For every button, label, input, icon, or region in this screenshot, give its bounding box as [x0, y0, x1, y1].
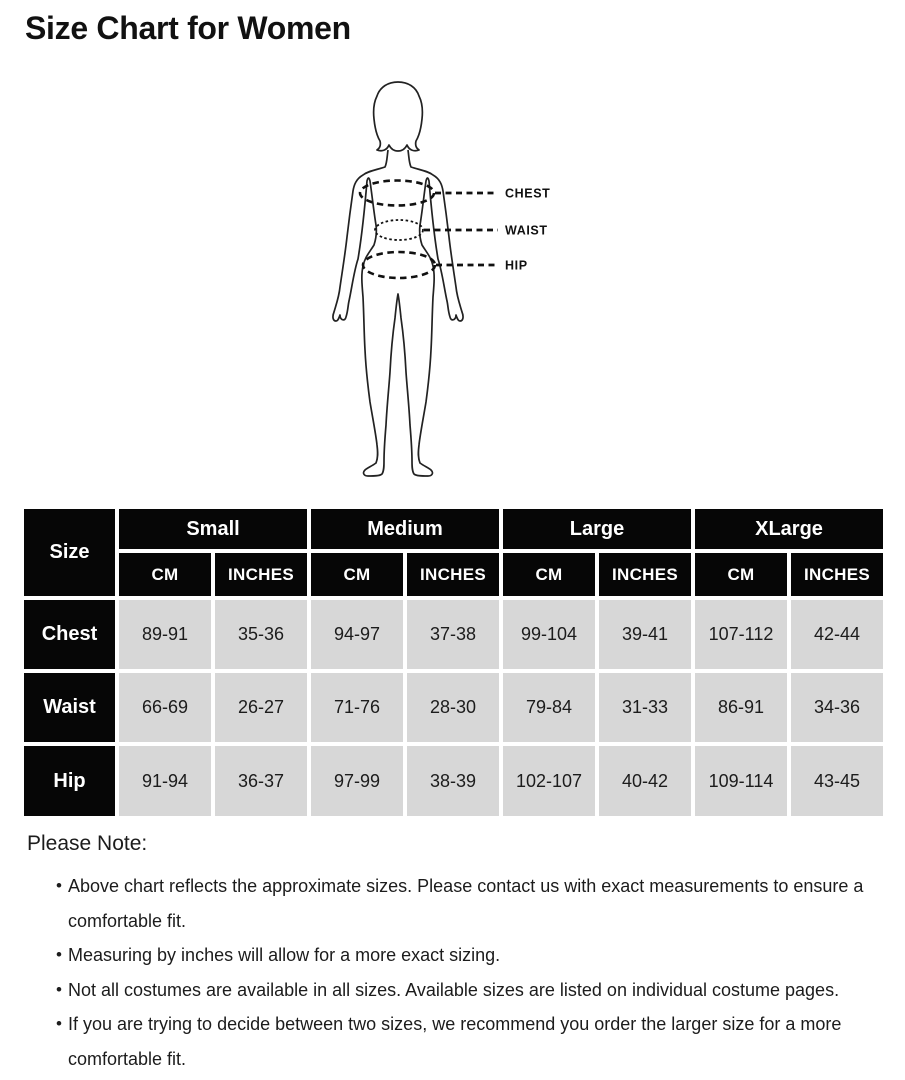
note-item: • Not all costumes are available in all sizes. Available sizes are listed on individual costume pages.: [27, 973, 884, 1008]
table-cell: 99-104: [501, 598, 597, 671]
table-cell: 43-45: [789, 744, 885, 818]
unit-header-cm: CM: [117, 551, 213, 598]
table-cell: 39-41: [597, 598, 693, 671]
table-cell: 42-44: [789, 598, 885, 671]
table-cell: 89-91: [117, 598, 213, 671]
size-group-header-small: Small: [117, 507, 309, 551]
notes-list: [27, 869, 884, 1076]
note-item: • Above chart reflects the approximate sizes. Please contact us with exact measurements to ensure a comfortable fit.: [27, 869, 884, 938]
unit-header-inches: INCHES: [789, 551, 885, 598]
table-cell: 91-94: [117, 744, 213, 818]
table-cell: 28-30: [405, 671, 501, 744]
unit-header-inches: INCHES: [405, 551, 501, 598]
table-row-chest: [22, 598, 885, 671]
table-row-hip: [22, 744, 885, 818]
table-cell: 102-107: [501, 744, 597, 818]
table-cell: 107-112: [693, 598, 789, 671]
table-cell: 109-114: [693, 744, 789, 818]
row-header-waist: Waist: [22, 671, 117, 744]
row-header-chest: Chest: [22, 598, 117, 671]
unit-header-cm: CM: [693, 551, 789, 598]
size-group-header-large: Large: [501, 507, 693, 551]
row-header-hip: Hip: [22, 744, 117, 818]
table-cell: 36-37: [213, 744, 309, 818]
table-cell: 40-42: [597, 744, 693, 818]
size-chart-table: [22, 507, 885, 818]
note-item: • If you are trying to decide between two sizes, we recommend you order the larger size for a more comfortable fit.: [27, 1007, 884, 1076]
table-cell: 97-99: [309, 744, 405, 818]
notes-heading: Please Note:: [27, 832, 148, 855]
page-title: Size Chart for Women: [25, 10, 351, 46]
unit-header-inches: INCHES: [213, 551, 309, 598]
notes-section: [27, 832, 884, 1076]
table-cell: 38-39: [405, 744, 501, 818]
table-cell: 79-84: [501, 671, 597, 744]
table-cell: 94-97: [309, 598, 405, 671]
size-group-header-medium: Medium: [309, 507, 501, 551]
head-outline: [374, 82, 423, 151]
chest-label: CHEST: [505, 186, 551, 201]
table-cell: 31-33: [597, 671, 693, 744]
table-cell: 34-36: [789, 671, 885, 744]
unit-header-cm: CM: [309, 551, 405, 598]
table-cell: 26-27: [213, 671, 309, 744]
note-item: • Measuring by inches will allow for a more exact sizing.: [27, 938, 884, 973]
waist-label: WAIST: [505, 223, 548, 238]
hip-label: HIP: [505, 258, 528, 273]
table-cell: 86-91: [693, 671, 789, 744]
table-row-waist: [22, 671, 885, 744]
size-corner-header: Size: [22, 507, 117, 598]
body-measurement-diagram: [320, 75, 600, 485]
table-cell: 66-69: [117, 671, 213, 744]
body-outline: [333, 150, 463, 476]
table-cell: 37-38: [405, 598, 501, 671]
unit-header-inches: INCHES: [597, 551, 693, 598]
size-group-header-xlarge: XLarge: [693, 507, 885, 551]
table-cell: 71-76: [309, 671, 405, 744]
unit-header-cm: CM: [501, 551, 597, 598]
table-cell: 35-36: [213, 598, 309, 671]
